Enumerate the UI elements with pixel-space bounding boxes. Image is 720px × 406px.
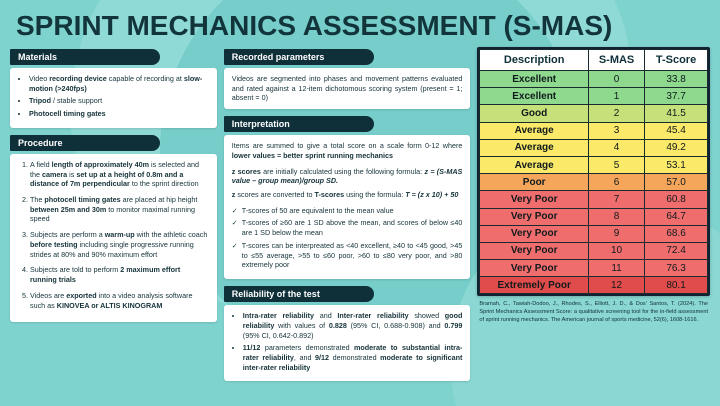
table-row (480, 71, 708, 88)
reliability-card (224, 305, 471, 381)
list-item: ✓ T-scores of 50 are equivalent to the mean value (232, 206, 463, 216)
list-item: • Tripod / stable support (29, 96, 209, 106)
cell-smas: 5 (589, 156, 645, 173)
interpretation-card (224, 135, 471, 279)
column-right (477, 47, 710, 381)
list-item: 1. A field length of approximately 40m is selected and the camera is set up at a height of 0.8m and a distance of 7m perpendicular to the sprint direction (30, 160, 209, 189)
reference-citation: Bramah, C., Tawiah-Dodoo, J., Rhodes, S., Elliott, J. D., & Dos’ Santos, T. (2024). The Sprint Mechanics Assessment Score: a qualitative screening tool for the in-field assessment of sprint running mechanics. The American journal of sports medicine, 52(6), 1608-1616. (479, 301, 708, 323)
cell-tscore: 57.0 (645, 174, 708, 191)
list-item: 5. Videos are exported into a video analysis software such as KINOVEA or ALTIS KINOGRAM (30, 291, 209, 310)
table-row (480, 208, 708, 225)
cell-tscore: 33.8 (645, 71, 708, 88)
table-row (480, 122, 708, 139)
score-table (479, 49, 708, 294)
cell-description: Excellent (480, 71, 589, 88)
procedure-card (10, 154, 217, 322)
table-header-row (480, 50, 708, 71)
list-item: • 11/12 parameters demonstrated moderate to substantial intra-rater reliability, and 9/12 demonstrated moderate to significant inter-rater reliability (243, 343, 463, 372)
interpretation-heading: Interpretation (224, 116, 374, 132)
list-item: ✓ T-scores of ≥60 are 1 SD above the mean, and scores of below ≤40 are 1 SD below the mean (232, 218, 463, 237)
cell-tscore: 64.7 (645, 208, 708, 225)
col-description: Description (480, 50, 589, 71)
table-row (480, 174, 708, 191)
table-row (480, 260, 708, 277)
cell-description: Good (480, 105, 589, 122)
table-row (480, 139, 708, 156)
cell-tscore: 45.4 (645, 122, 708, 139)
cell-description: Average (480, 139, 589, 156)
cell-tscore: 37.7 (645, 88, 708, 105)
score-table-body (480, 71, 708, 294)
list-item: • Photocell timing gates (29, 109, 209, 119)
procedure-list (18, 160, 209, 310)
list-item: ✓ T-scores can be interpreated as <40 excellent, ≥40 to <45 good, >45 to ≤55 average, >55 to ≤60 poor, >60 to ≤80 very poor, and >80 extremely poor (232, 241, 463, 270)
cell-description: Extremely Poor (480, 277, 589, 294)
cell-tscore: 53.1 (645, 156, 708, 173)
table-row (480, 225, 708, 242)
cell-description: Very Poor (480, 191, 589, 208)
materials-card (10, 68, 217, 128)
tscore-formula: z scores are converted to T-scores using the formula: T = (z x 10) + 50 (231, 190, 459, 200)
cell-description: Average (480, 122, 589, 139)
interpretation-checks (232, 206, 463, 270)
table-row (480, 88, 708, 105)
list-item: • Intra-rater reliability and Inter-rater reliability showed good reliability with values of 0.828 (95% CI, 0.688-0.908) and 0.799 (95% CI, 0.642-0.892) (243, 311, 463, 340)
cell-tscore: 68.6 (645, 225, 708, 242)
table-row (480, 242, 708, 259)
list-item: 3. Subjects are perform a warm-up with the athletic coach before testing including single progressive running strides at 80% and 90% maximum effort (30, 230, 209, 259)
cell-description: Very Poor (480, 208, 589, 225)
column-left (10, 47, 217, 381)
cell-description: Average (480, 156, 589, 173)
content-columns (10, 47, 710, 381)
cell-smas: 4 (589, 139, 645, 156)
cell-tscore: 76.3 (645, 260, 708, 277)
cell-tscore: 41.5 (645, 105, 708, 122)
cell-description: Poor (480, 174, 589, 191)
cell-smas: 7 (589, 191, 645, 208)
list-item: 4. Subjects are told to perform 2 maximum effort running trials (30, 265, 209, 284)
cell-smas: 1 (589, 88, 645, 105)
cell-smas: 11 (589, 260, 645, 277)
column-middle (224, 47, 471, 381)
recorded-parameters-heading: Recorded parameters (224, 49, 374, 65)
table-row (480, 191, 708, 208)
procedure-heading: Procedure (10, 135, 160, 151)
score-table-wrap (477, 47, 710, 296)
cell-tscore: 80.1 (645, 277, 708, 294)
materials-list (18, 74, 209, 119)
cell-smas: 3 (589, 122, 645, 139)
reliability-list (232, 311, 463, 372)
col-smas: S-MAS (589, 50, 645, 71)
materials-heading: Materials (10, 49, 160, 65)
interpretation-intro: Items are summed to give a total score on a scale form 0-12 where lower values = better sprint running mechanics (231, 141, 463, 160)
recorded-parameters-card: Videos are segmented into phases and movement patterns evaluated and rated against a 12-item dichotomous scoring system (present = 1; absent = 0) (224, 68, 471, 109)
table-row (480, 156, 708, 173)
cell-tscore: 72.4 (645, 242, 708, 259)
cell-description: Very Poor (480, 260, 589, 277)
cell-smas: 6 (589, 174, 645, 191)
reliability-heading: Reliability of the test (224, 286, 374, 302)
cell-description: Very Poor (480, 242, 589, 259)
cell-description: Excellent (480, 88, 589, 105)
zscore-formula: z scores are initially calculated using the following formula: z = (S-MAS value – group mean)/group SD. (231, 166, 463, 186)
cell-description: Very Poor (480, 225, 589, 242)
cell-tscore: 60.8 (645, 191, 708, 208)
cell-smas: 12 (589, 277, 645, 294)
cell-smas: 8 (589, 208, 645, 225)
cell-smas: 0 (589, 71, 645, 88)
cell-smas: 10 (589, 242, 645, 259)
page-title: SPRINT MECHANICS ASSESSMENT (S-MAS) (16, 10, 613, 41)
list-item: • Video recording device capable of recording at slow-motion (>240fps) (29, 74, 209, 93)
table-row (480, 105, 708, 122)
cell-smas: 2 (589, 105, 645, 122)
list-item: 2. The photocell timing gates are placed at hip height between 25m and 30m to monitor maximal running speed (30, 195, 209, 224)
cell-tscore: 49.2 (645, 139, 708, 156)
cell-smas: 9 (589, 225, 645, 242)
col-tscore: T-Score (645, 50, 708, 71)
table-row (480, 277, 708, 294)
